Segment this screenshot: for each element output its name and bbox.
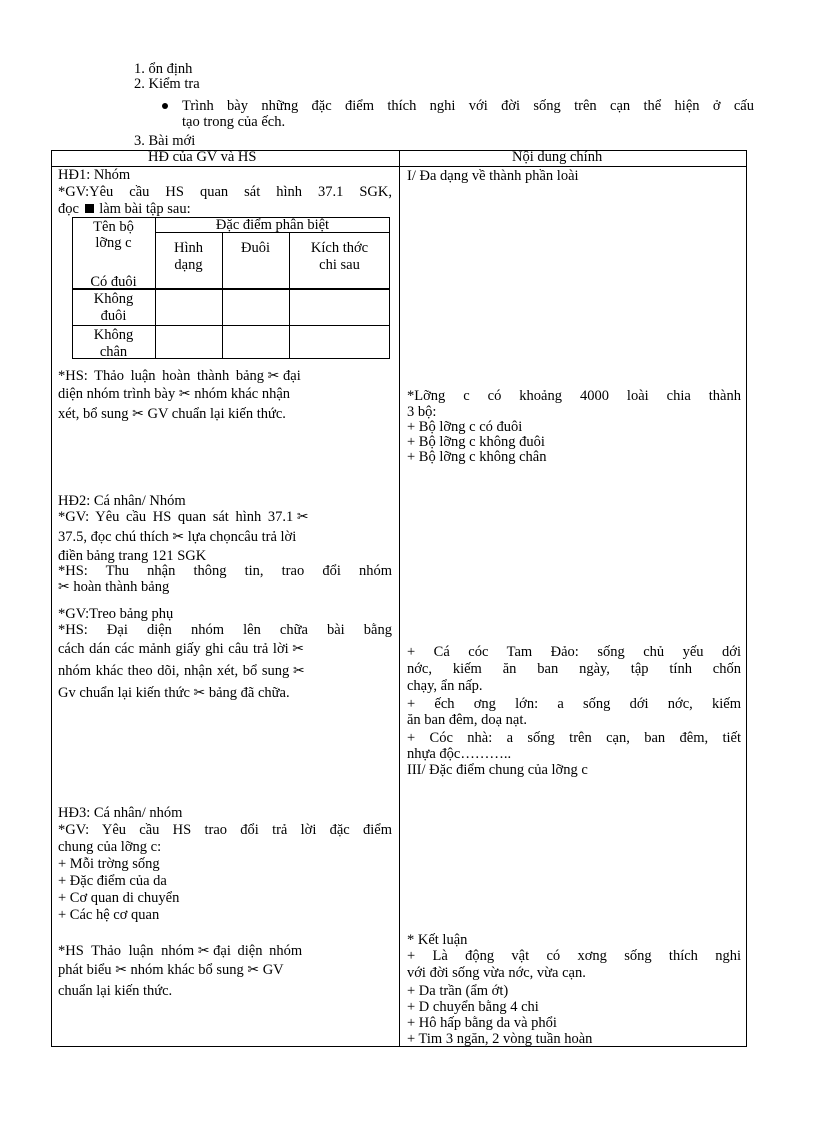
hd1-gv2a: đọc xyxy=(58,201,79,217)
hd1-gv: *GV:Yêu cầu HS quan sát hình 37.1 SGK, xyxy=(58,185,392,200)
hd2-l10a: Gv chuẩn lại kiến thức xyxy=(58,685,190,701)
hd2-l4: *HS: Thu nhận thông tin, trao đổi nhóm xyxy=(58,564,392,579)
hd2-line9 xyxy=(58,664,305,679)
bullet-text: Trình bày những đặc điểm thích nghi với đời sống trên cạn thể hiện ở cấu xyxy=(182,99,754,114)
inner-r3a: Không xyxy=(93,327,134,343)
hd3-l3: + Mỗi trờng sống xyxy=(58,856,160,872)
hd3-l6: + Các hệ cơ quan xyxy=(58,907,160,923)
right-r14: * Kết luận xyxy=(407,932,468,948)
hd2-l6: *GV:Treo bảng phụ xyxy=(58,606,174,622)
right-r8: chạy, ẩn nấp. xyxy=(407,678,483,694)
header-divider xyxy=(51,166,747,167)
hd1-hs1b: đại xyxy=(283,368,301,384)
scissors-icon: ✂ xyxy=(292,641,305,657)
inner-h-hinh2: dạng xyxy=(174,257,203,273)
right-r15: + Là động vật có xơng sống thích nghi xyxy=(407,949,741,964)
scissors-icon: ✂ xyxy=(292,663,305,679)
right-r2: 3 bộ: xyxy=(407,404,437,420)
inner-h-dac: Đặc điểm phân biệt xyxy=(215,217,330,233)
hd3-hs-line2 xyxy=(58,963,284,978)
right-r1: *Lỡng c có khoảng 4000 loài chia thành xyxy=(407,389,741,404)
hd2-line2 xyxy=(58,530,296,545)
inner-hline-3 xyxy=(72,325,390,326)
right-r19: + Hô hấp bằng da và phổi xyxy=(407,1015,557,1031)
hd3-hs2a: phát biểu xyxy=(58,962,112,978)
right-r12: nhựa độc……….. xyxy=(407,746,512,762)
right-r10: ăn ban đêm, doạ nạt. xyxy=(407,712,527,728)
inner-h-kich: Kích thớc xyxy=(310,240,369,256)
hd2-l10b: bảng đã chữa. xyxy=(208,685,290,701)
right-r20: + Tim 3 ngăn, 2 vòng tuần hoàn xyxy=(407,1031,593,1047)
item-bai-moi: 3. Bài mới xyxy=(134,133,196,149)
hd3-hs1b: đại diện nhóm xyxy=(213,943,303,959)
right-r3: + Bộ lỡng c có đuôi xyxy=(407,419,523,435)
hd1-hs2: diện nhóm trình bày xyxy=(58,386,176,402)
right-r17: + Da trần (ẩm ớt) xyxy=(407,983,509,999)
hd2-l9: nhóm khác theo dõi, nhận xét, bổ sung xyxy=(58,663,290,679)
right-r13: III/ Đặc điểm chung của lỡng c xyxy=(407,762,588,778)
right-r6: + Cá cóc Tam Đảo: sống chủ yếu dới xyxy=(407,645,741,660)
inner-h-duoi: Đuôi xyxy=(241,240,270,256)
item-kiem-tra: 2. Kiểm tra xyxy=(134,76,200,92)
inner-h-ten: Tên bộ xyxy=(93,219,134,235)
scissors-icon: ✂ xyxy=(178,386,191,402)
right-r9: + ếch ơng lớn: a sống dới nớc, kiếm xyxy=(407,697,741,712)
hd1-gv2b: làm bài tập sau: xyxy=(99,201,191,217)
hd2-l2b: lựa chọncâu trả lời xyxy=(187,529,297,545)
right-r18: + D chuyển bằng 4 chi xyxy=(407,999,539,1015)
hd2-l7: *HS: Đại diện nhóm lên chữa bài bằng xyxy=(58,623,392,638)
inner-r1: Có đuôi xyxy=(90,274,137,290)
scissors-icon: ✂ xyxy=(267,368,280,384)
hd2-title: HĐ2: Cá nhân/ Nhóm xyxy=(58,493,186,509)
right-sec1: I/ Đa dạng về thành phần loài xyxy=(407,168,579,184)
hd1-gv2 xyxy=(58,202,191,217)
scissors-icon: ✂ xyxy=(247,962,260,978)
scissors-icon: ✂ xyxy=(172,529,185,545)
scissors-icon: ✂ xyxy=(197,943,210,959)
inner-r3b: chân xyxy=(99,344,128,360)
scissors-icon: ✂ xyxy=(132,406,144,422)
hd2-line1 xyxy=(58,510,309,525)
black-square-icon xyxy=(85,204,94,213)
inner-r2a: Không xyxy=(93,291,134,307)
hd2-line5 xyxy=(58,580,169,595)
col-right-header: Nội dung chính xyxy=(512,149,603,165)
bullet-icon xyxy=(162,103,168,109)
hd1-hs-line3 xyxy=(58,407,286,422)
right-r5: + Bộ lỡng c không chân xyxy=(407,449,547,465)
hd3-hs3: chuẩn lại kiến thức. xyxy=(58,983,173,999)
hd1-hs2b: nhóm khác nhận xyxy=(194,386,291,402)
hd3-l5: + Cơ quan di chuyển xyxy=(58,890,180,906)
hd2-line10 xyxy=(58,686,290,701)
hd2-l1: *GV: Yêu cầu HS quan sát hình 37.1 xyxy=(58,509,294,525)
inner-h-kich2: chi sau xyxy=(319,257,360,273)
hd2-line8 xyxy=(58,642,304,657)
right-r16: với đời sống vừa nớc, vừa cạn. xyxy=(407,965,586,981)
inner-h-ten2: lỡng c xyxy=(95,235,132,251)
hd3-hs1a: *HS Thảo luận nhóm xyxy=(58,943,195,959)
hd1-hs-line2 xyxy=(58,387,290,402)
hd1-hs-line1 xyxy=(58,369,301,384)
hd3-hs2c: GV xyxy=(262,962,284,978)
hd1-title: HĐ1: Nhóm xyxy=(58,167,131,183)
hd2-l8: cách dán các mảnh giấy ghi câu trả lời xyxy=(58,641,289,657)
scissors-icon: ✂ xyxy=(296,509,309,525)
item-on-dinh: 1. ổn định xyxy=(134,61,193,77)
hd3-l2: chung của lỡng c: xyxy=(58,839,162,855)
scissors-icon: ✂ xyxy=(58,579,70,595)
scissors-icon: ✂ xyxy=(115,962,127,978)
right-r4: + Bộ lỡng c không đuôi xyxy=(407,434,545,450)
inner-r2b: đuôi xyxy=(100,308,127,324)
right-r7: nớc, kiếm ăn ban ngày, tập tính chốn xyxy=(407,662,741,677)
hd1-hs1: *HS: Thảo luận hoàn thành bảng xyxy=(58,368,265,384)
col-left-header: HĐ của GV và HS xyxy=(148,149,257,165)
hd3-title: HĐ3: Cá nhân/ nhóm xyxy=(58,805,183,821)
hd1-hs3b: GV chuẩn lại kiến thức. xyxy=(147,406,286,422)
column-divider xyxy=(399,150,400,1047)
bullet-text-cont: tạo trong của ếch. xyxy=(182,114,286,130)
hd3-hs2b: nhóm khác bổ sung xyxy=(130,962,244,978)
hd2-l2a: 37.5, đọc chú thích xyxy=(58,529,169,545)
hd1-hs3: xét, bổ sung xyxy=(58,406,129,422)
inner-h-hinh: Hình xyxy=(174,240,203,256)
scissors-icon: ✂ xyxy=(193,685,206,701)
hd3-hs-line1 xyxy=(58,944,302,959)
hd3-l4: + Đặc điểm của da xyxy=(58,873,167,889)
hd2-l3: điền bảng trang 121 SGK xyxy=(58,548,207,564)
right-r11: + Cóc nhà: a sống trên cạn, ban đêm, tiết xyxy=(407,731,741,746)
hd3-l1: *GV: Yêu cầu HS trao đổi trả lời đặc điểm xyxy=(58,823,392,838)
hd2-l5: hoàn thành bảng xyxy=(73,579,170,595)
